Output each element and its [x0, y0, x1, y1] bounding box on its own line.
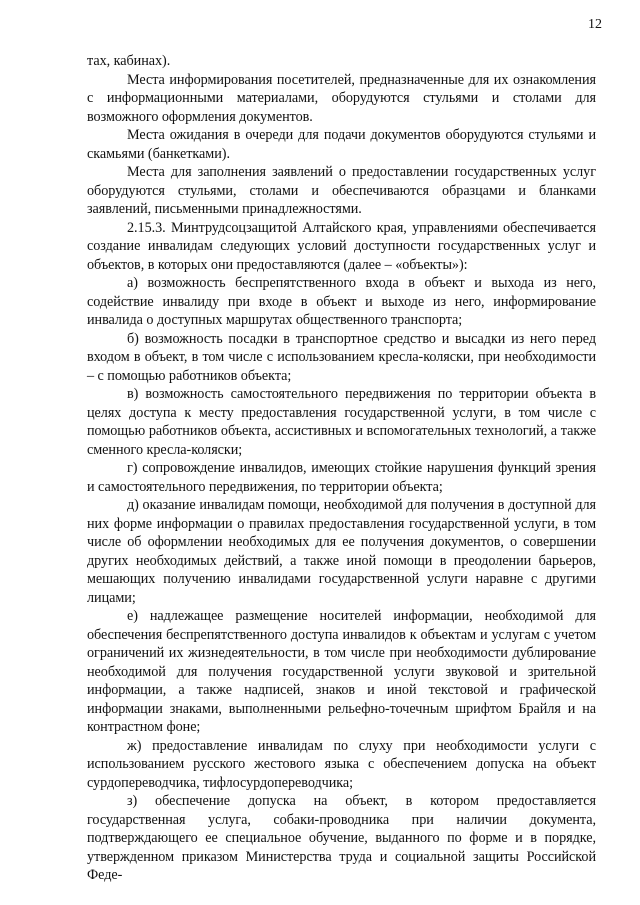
document-body [87, 52, 596, 885]
paragraph-waiting-places: Места ожидания в очереди для подачи документов оборудуются стульями и скамьями (банкетками). [87, 127, 596, 162]
paragraph-item-b: б) возможность посадки в транспортное средство и высадки из него перед входом в объект, в том числе с использованием кресла-коляски, при необходимости – с помощью работников объекта; [87, 330, 596, 384]
paragraph-item-z: з) обеспечение допуска на объект, в котором предоставляется государственная услуга, собаки-проводника при наличии документа, подтверждающего ее специальное обучение, выданного по форме и в порядке, утвержденном приказом Министерства труда и социальной защиты Российской Феде- [87, 793, 596, 883]
paragraph-application-places: Места для заполнения заявлений о предоставлении государственных услуг оборудуются стульями, столами и обеспечиваются образцами и бланками заявлений, письменными принадлежностями. [87, 164, 596, 217]
paragraph-continuation: тах, кабинах). [87, 53, 171, 69]
page-number: 12 [588, 17, 602, 32]
paragraph-clause-2-15-3: 2.15.3. Минтрудсоцзащитой Алтайского края, управлениями обеспечивается создание инвалидам следующих условий доступности государственных услуг и объектов, в которых они предоставляются (далее – «объекты»): [87, 219, 596, 273]
paragraph-item-zh: ж) предоставление инвалидам по слуху при необходимости услуги с использованием русского жестового языка с обеспечением допуска на объект сурдопереводчика, тифлосурдопереводчика; [87, 737, 596, 791]
paragraph-information-places: Места информирования посетителей, предназначенные для их ознакомления с информационными материалами, оборудуются стульями и столами для возможного оформления документов. [87, 71, 596, 125]
paragraph-item-g: г) сопровождение инвалидов, имеющих стойкие нарушения функций зрения и самостоятельного передвижения, по территории объекта; [87, 460, 596, 495]
paragraph-item-d: д) оказание инвалидам помощи, необходимой для получения в доступной для них форме информации о правилах предоставления государственной услуги, в том числе об оформлении необходимых для ее получения документов, о совершении других необходимых действий, а также иной помощи в преодолении барьеров, мешающих получению инвалидами государственной услуги наравне с другими лицами; [87, 497, 596, 606]
paragraph-item-e: е) надлежащее размещение носителей информации, необходимой для обеспечения беспрепятственного доступа инвалидов к объектам и услугам с учетом ограничений их жизнедеятельности, в том числе при необходимости дублирование необходимой для получения государственной услуги звуковой и зрительной информации, а также надписей, знаков и иной текстовой и графической информации знаками, выполненными рельефно-точечным шрифтом Брайля и на контрастном фоне; [87, 608, 596, 735]
paragraph-item-v: в) возможность самостоятельного передвижения по территории объекта в целях доступа к месту предоставления государственной услуги, в том числе с помощью работников объекта, ассистивных и вспомогательных технологий, а также сменного кресла-коляски; [87, 386, 596, 458]
paragraph-item-a: а) возможность беспрепятственного входа в объект и выхода из него, содействие инвалиду при входе в объект и выходе из него, информирование инвалида о доступных маршрутах общественного транспорта; [87, 275, 596, 328]
